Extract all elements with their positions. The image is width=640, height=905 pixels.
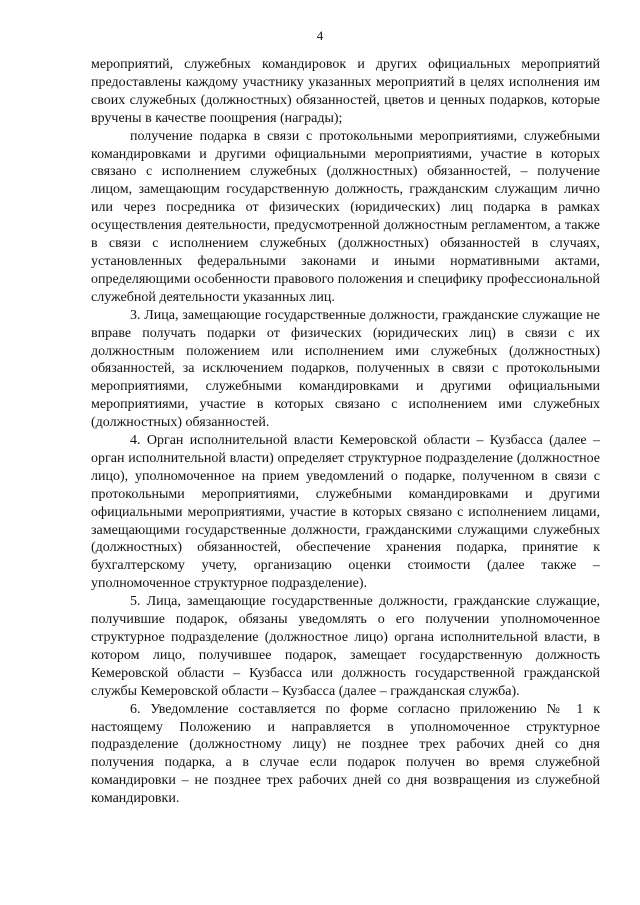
paragraph-gift-definition: получение подарка в связи с протокольными мероприятиями, служебными командировками и другими официальными мероприятиями, участие в которых связано с исполнением служебных (должностных) обязанностей, – получение лицом, замещающим государственную должность, гражданским служащим лично или через посредника от физических (юридических) лиц подарка в рамках осуществления деятельности, предусмотренной должностным регламентом, а также в связи с исполнением служебных (должностных) обязанностей в случаях, установленных федеральными законами и иными нормативными актами, определяющими особенности правового положения и специфику профессиональной служебной деятельности указанных лиц. [91,128,600,305]
paragraph-continuation: мероприятий, служебных командировок и других официальных мероприятий предоставлены каждому участнику указанных мероприятий в целях исполнения им своих служебных (должностных) обязанностей, цветов и ценных подарков, которые вручены в качестве поощрения (награды); [91,57,600,126]
paragraph-4: 4. Орган исполнительной власти Кемеровской области – Кузбасса (далее – орган исполнительной власти) определяет структурное подразделение (должностное лицо), уполномоченное на прием уведомлений о подарке, полученном в связи с протокольными мероприятиями, служебными командировками и другими официальными мероприятиями, участие в которых связано с исполнением лицами, замещающими государственные должности, гражданскими служащими служебных (должностных) обязанностей, обеспечение хранения подарка, принятие к бухгалтерскому учету, организацию оценки стоимости (далее также – уполномоченное структурное подразделение). [91,433,600,592]
paragraph-5: 5. Лица, замещающие государственные должности, гражданские служащие, получившие подарок, обязаны уведомлять о его получении уполномоченное структурное подразделение (должностное лицо) органа исполнительной власти, в котором лицо, получившее подарок, замещает государственную должность Кемеровской области – Кузбасса или должность государственной гражданской службы Кемеровской области – Кузбасса (далее – гражданская служба). [91,594,600,699]
document-body [91,56,600,808]
paragraph-3: 3. Лица, замещающие государственные должности, гражданские служащие не вправе получать подарки от физических (юридических лиц) в связи с их должностным положением или исполнением ими служебных (должностных) обязанностей, за исключением подарков, полученных в связи с протокольными мероприятиями, служебными командировками и другими официальными мероприятиями, участие в которых связано с исполнением ими служебных (должностных) обязанностей. [91,307,600,431]
page-number: 4 [316,28,324,43]
paragraph-6: 6. Уведомление составляется по форме согласно приложению № 1 к настоящему Положению и направляется в уполномоченное структурное подразделение (должностному лицу) не позднее трех рабочих дней со дня получения подарка, а в случае если подарок получен во время служебной командировки – не позднее трех рабочих дней со дня возвращения из служебной командировки. [91,701,600,807]
